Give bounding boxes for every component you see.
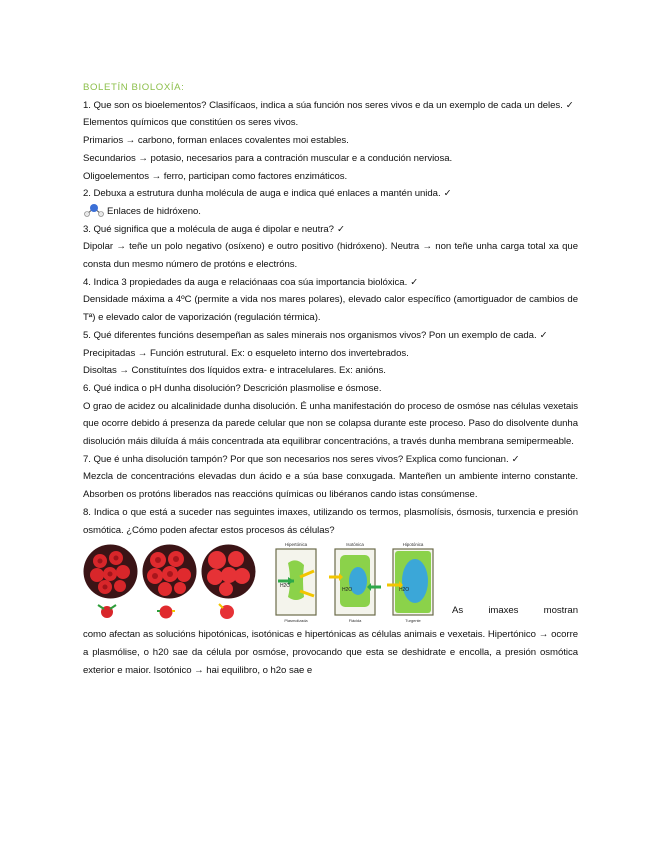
water-label: H2O [280, 583, 291, 590]
question-7: 7. Que é unha disolución tampón? Por que son necesarios nos seres vivos? Explica como funcionan. ✓ [83, 453, 520, 465]
answer-2-line-1: Enlaces de hidróxeno. [83, 203, 578, 221]
plant-cell-hypertonic-image [268, 541, 324, 624]
plant-bottom-label-flaccid: Flácida [348, 618, 362, 624]
plant-bottom-label-plasmolyzed: Plasmolizada [284, 618, 308, 624]
plant-label-hypotonic: Hipotónica [402, 542, 424, 548]
answer-1-line-3: Secundarios → potasio, necesarios para a contración muscular e a condución nerviosa. [83, 152, 453, 164]
answer-5-line-1: Precipitadas → Función estrutural. Ex: o esqueleto interno dos invertebrados. [83, 347, 409, 359]
question-5: 5. Qué diferentes funcións desempeñan as sales minerais nos organismos vivos? Pon un exemplo de cada. ✓ [83, 329, 548, 341]
document-title: BOLETÍN BIOLOXÍA: [83, 82, 185, 93]
question-2: 2. Debuxa a estrutura dunha molécula de auga e indica qué enlaces a mantén unida. ✓ [83, 188, 452, 200]
red-blood-cells-isotonic-image [142, 544, 197, 599]
plant-label-isotonic: Isotónica [346, 542, 364, 548]
answer-1-line-2: Primarios → carbono, forman enlaces covalentes moi estables. [83, 135, 349, 147]
question-6: 6. Qué indica o pH dunha disolución? Descrición plasmolise e ósmose. [83, 382, 382, 394]
question-4: 4. Indica 3 propiedades da auga e relaciónaas coa súa importancia biolóxica. ✓ [83, 276, 419, 288]
check-icon: ✓ [336, 223, 345, 235]
check-icon: ✓ [443, 188, 452, 200]
check-icon: ✓ [511, 453, 520, 465]
answer-3: Dipolar → teñe un polo negativo (osíxeno) e outro positivo (hidróxeno). Neutra → non teñe unha carga total xa que consta dun mesmo número de protóns e electróns. [83, 241, 578, 271]
question-1: 1. Que son os bioelementos? Clasifícaos, indica a súa función nos seres vivos e da un exemplo de cada un deles. ✓ [83, 99, 574, 111]
plant-bottom-label-turgid: Turgente [405, 618, 421, 624]
check-icon: ✓ [539, 329, 548, 341]
answer-6: O grao de acidez ou alcalinidade dunha disolución. É unha manifestación do proceso de osmóse nas células vexetais que ocorre debido á presenza da parede celular que non se colapsa durante este proceso. Paso do disolvente dunha disolución máis diluída á máis concentrada ata equilibrar concentracións, a través dunha membrana semipermeable. [83, 400, 578, 448]
red-blood-cells-hypertonic-image [83, 544, 138, 599]
normal-cell-icon [156, 601, 176, 621]
answer-8-inline: As imaxes mostran [452, 605, 578, 617]
shrinking-cell-icon [97, 601, 117, 621]
check-icon: ✓ [410, 276, 419, 288]
water-label: H2O [342, 587, 353, 594]
answer-1-line-4: Oligoelementos → ferro, participan como factores enzimáticos. [83, 170, 348, 182]
answer-1-line-1: Elementos químicos que constitúen os seres vivos. [83, 117, 299, 129]
red-blood-cells-hypotonic-image [201, 544, 256, 599]
plant-cell-isotonic-image [327, 541, 383, 624]
osmosis-figure [83, 541, 578, 626]
answer-8: como afectan as solucións hipotónicas, isotónicas e hipertónicas as células animais e vexetais. Hipertónico → ocorre a plasmólise, o h20 sae da célula por osmóse, provocando que esta se deshidrate e encolla, a presión osmótica exterior e maior. Isotónico → hai equilibro, o h2o sae e [83, 629, 578, 676]
plant-cell-hypotonic-image [385, 541, 441, 624]
answer-4: Densidade máxima a 4ºC (permite a vida nos mares polares), elevado calor específico (amortiguador de cambios de Tª) e elevado calor de vaporización (regulación térmica). [83, 294, 578, 324]
plant-label-hypertonic: Hipertónica [284, 542, 308, 548]
water-molecule-icon [83, 203, 105, 217]
answer-7: Mezcla de concentracións elevadas dun ácido e a súa base conxugada. Manteñen un ambiente interno constante. Absorben os protóns liberados nas reaccións químicas ou libéranos cando istas consúmense. [83, 471, 578, 501]
water-label: H2O [399, 587, 410, 594]
question-8: 8. Indica o que está a suceder nas seguintes imaxes, utilizando os termos, plasmolísis, ósmosis, turxencia e presión osmótica. ¿Cómo poden afectar estos procesos ás células? [83, 506, 578, 536]
answer-5-line-2: Disoltas → Constituíntes dos líquidos extra- e intracelulares. Ex: anións. [83, 365, 386, 377]
document-body [83, 79, 578, 679]
check-icon: ✓ [565, 99, 574, 111]
swelling-cell-icon [217, 601, 237, 621]
question-3: 3. Qué significa que a molécula de auga é dipolar e neutra? ✓ [83, 223, 345, 235]
